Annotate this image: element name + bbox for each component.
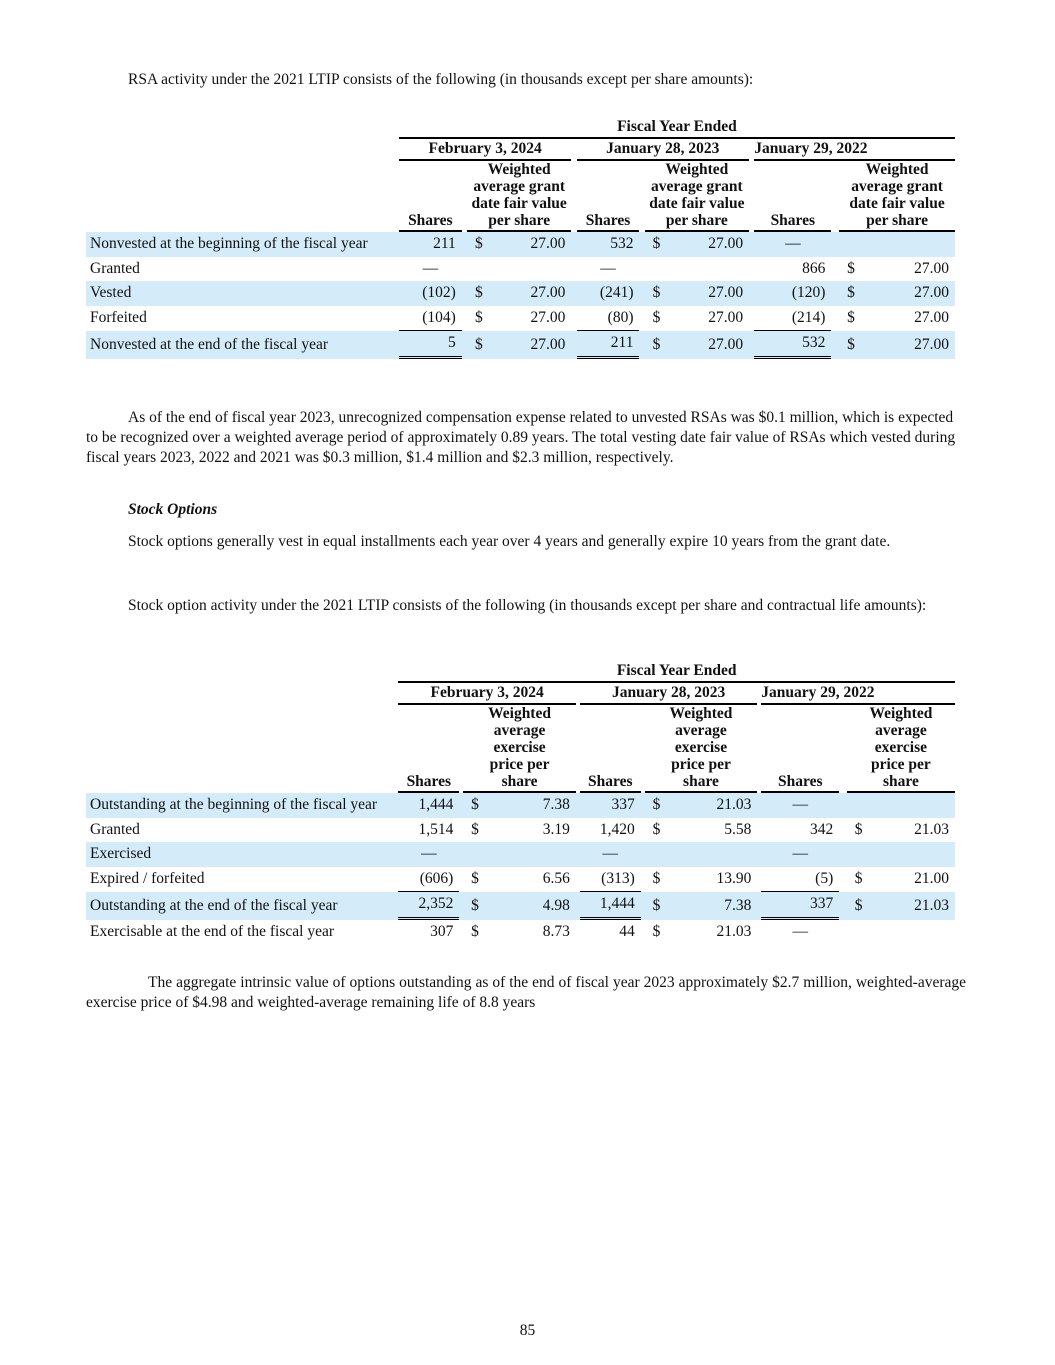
options-intro: Stock option activity under the 2021 LTIP consists of the following (in thousands except per share and contractual life amounts):	[128, 597, 927, 614]
shares-value: —	[422, 259, 439, 277]
price-value: 27.00	[530, 309, 566, 327]
price-value: 6.56	[542, 870, 570, 888]
currency-symbol: $	[652, 820, 661, 838]
price-value: 27.00	[708, 309, 744, 327]
currency-symbol: $	[645, 331, 666, 359]
price-value: 21.03	[914, 820, 949, 838]
value-col-header: Weighted average grant date fair value per share	[467, 161, 571, 232]
currency-symbol: $	[645, 793, 667, 818]
price-value: 13.90	[716, 870, 752, 888]
shares-value: (80)	[577, 306, 640, 332]
price-value: 21.03	[666, 793, 757, 818]
price-value	[874, 842, 955, 867]
shares-value: (214)	[754, 306, 831, 332]
shares-value: (102)	[399, 281, 462, 306]
price-value: 27.00	[914, 259, 949, 277]
currency-symbol	[645, 842, 667, 867]
price-value: 21.00	[914, 870, 949, 888]
row-label: Exercised	[86, 842, 398, 867]
table-row	[86, 867, 955, 893]
price-value: 27.00	[666, 232, 749, 257]
currency-symbol	[467, 257, 488, 282]
closing-paragraph: The aggregate intrinsic value of options outstanding as of the end of fiscal year 2023 approximately $2.7 million, weighted-average exercise price of $4.98 and weighted-average remaining life of 8.8 years	[86, 974, 966, 1011]
row-label: Expired / forfeited	[90, 870, 205, 888]
value-col-header: Weighted average exercise price per share	[645, 705, 758, 793]
currency-symbol: $	[645, 232, 666, 257]
price-value: 27.00	[488, 232, 571, 257]
currency-symbol: $	[471, 922, 479, 940]
shares-value: (241)	[577, 281, 640, 306]
table-row	[86, 281, 955, 306]
shares-value: —	[792, 922, 808, 940]
price-value: 21.03	[874, 892, 955, 920]
currency-symbol: $	[854, 820, 863, 838]
currency-symbol: $	[467, 281, 488, 306]
value-col-header: Weighted average grant date fair value per share	[645, 161, 749, 232]
shares-value: 1,514	[418, 820, 454, 838]
currency-symbol: $	[471, 820, 479, 838]
price-value: 7.38	[666, 892, 757, 920]
shares-value: 1,444	[398, 793, 459, 818]
price-value	[666, 257, 749, 282]
currency-symbol: $	[854, 870, 863, 888]
currency-symbol: $	[847, 892, 875, 920]
currency-symbol: $	[652, 870, 661, 888]
shares-value: (313)	[580, 867, 641, 893]
shares-value: —	[398, 842, 459, 867]
shares-value: (104)	[399, 306, 462, 332]
currency-symbol: $	[467, 232, 488, 257]
shares-value: 2,352	[398, 892, 459, 920]
rsa-intro: RSA activity under the 2021 LTIP consists of the following (in thousands except per share amounts):	[128, 71, 754, 88]
currency-symbol	[645, 257, 666, 282]
value-col-header: Weighted average exercise price per share	[463, 705, 576, 793]
price-value: 27.00	[488, 331, 571, 359]
shares-value: (120)	[754, 281, 831, 306]
rsa-activity-table	[86, 117, 955, 359]
currency-symbol: $	[463, 892, 485, 920]
table-row	[86, 920, 955, 945]
fiscal-year-ended-header: Fiscal Year Ended	[398, 661, 955, 683]
price-value: 5.58	[724, 820, 752, 838]
currency-symbol: $	[839, 331, 867, 359]
stock-options-heading: Stock Options	[128, 501, 218, 518]
shares-value: 337	[761, 892, 839, 920]
row-label: Nonvested at the beginning of the fiscal year	[86, 232, 399, 257]
shares-value: —	[761, 793, 839, 818]
row-label: Granted	[90, 820, 140, 838]
shares-col-header: Shares	[761, 705, 839, 793]
price-value: 27.00	[914, 309, 949, 327]
shares-value: 337	[580, 793, 641, 818]
table-row	[86, 257, 955, 282]
price-value	[488, 257, 571, 282]
row-label: Nonvested at the end of the fiscal year	[86, 331, 399, 359]
row-label: Outstanding at the end of the fiscal year	[86, 892, 398, 920]
shares-value: (606)	[398, 867, 459, 893]
price-value: 7.38	[485, 793, 576, 818]
currency-symbol: $	[645, 281, 666, 306]
shares-value: 532	[577, 232, 640, 257]
currency-symbol: $	[652, 309, 661, 327]
price-value: 21.03	[716, 922, 752, 940]
shares-value: 211	[577, 331, 640, 359]
period-header: January 29, 2022	[761, 683, 874, 705]
currency-symbol: $	[463, 793, 485, 818]
price-value	[666, 842, 757, 867]
period-header: February 3, 2024	[399, 139, 572, 161]
currency-symbol	[463, 842, 485, 867]
shares-value: 866	[802, 259, 826, 277]
currency-symbol: $	[847, 259, 855, 277]
shares-value: 44	[619, 922, 635, 940]
table-row	[86, 306, 955, 332]
shares-value: 532	[754, 331, 831, 359]
table-row	[86, 232, 955, 257]
price-value: 8.73	[542, 922, 570, 940]
currency-symbol	[839, 232, 867, 257]
price-value: 27.00	[867, 281, 955, 306]
currency-symbol: $	[847, 309, 855, 327]
price-value	[874, 920, 955, 945]
row-label: Outstanding at the beginning of the fiscal year	[86, 793, 398, 818]
currency-symbol	[847, 793, 875, 818]
price-value: 27.00	[867, 331, 955, 359]
price-value	[874, 793, 955, 818]
row-label: Forfeited	[90, 309, 147, 327]
price-value: 27.00	[488, 281, 571, 306]
table-row	[86, 331, 955, 359]
shares-value: —	[754, 232, 831, 257]
period-header: January 29, 2022	[754, 139, 867, 161]
page-number: 85	[519, 1322, 536, 1339]
row-label: Vested	[86, 281, 399, 306]
rsa-paragraph: As of the end of fiscal year 2023, unrecognized compensation expense related to unvested RSAs was $0.1 million, which is expected to be recognized over a weighted average period of approximately 0.89 years. The total vesting date fair value of RSAs which vested during fiscal years 2023, 2022 and 2021 was $0.3 million, $1.4 million and $2.3 million, respectively.	[86, 409, 956, 466]
currency-symbol	[847, 920, 875, 945]
table-row	[86, 793, 955, 818]
shares-col-header: Shares	[754, 161, 831, 232]
shares-col-header: Shares	[577, 161, 640, 232]
shares-value: 1,444	[580, 892, 641, 920]
shares-col-header: Shares	[580, 705, 641, 793]
shares-col-header: Shares	[399, 161, 462, 232]
currency-symbol: $	[839, 281, 867, 306]
row-label: Granted	[90, 259, 140, 277]
period-header: January 28, 2023	[580, 683, 758, 705]
price-value: 27.00	[666, 281, 749, 306]
price-value: 3.19	[542, 820, 570, 838]
price-value	[867, 232, 955, 257]
currency-symbol	[847, 842, 875, 867]
value-col-header: Weighted average grant date fair value per share	[839, 161, 955, 232]
shares-value: 1,420	[599, 820, 635, 838]
currency-symbol: $	[645, 892, 667, 920]
currency-symbol: $	[652, 922, 661, 940]
fiscal-year-ended-header: Fiscal Year Ended	[399, 117, 955, 139]
shares-value: 5	[399, 331, 462, 359]
currency-symbol: $	[467, 331, 488, 359]
price-value: 4.98	[485, 892, 576, 920]
shares-value: 342	[810, 820, 834, 838]
row-label: Exercisable at the end of the fiscal year	[90, 922, 335, 940]
period-header: February 3, 2024	[398, 683, 576, 705]
price-value	[485, 842, 576, 867]
stock-option-activity-table	[86, 661, 955, 944]
shares-value: 307	[430, 922, 454, 940]
period-header: January 28, 2023	[577, 139, 750, 161]
shares-value: —	[600, 259, 616, 277]
price-value: 27.00	[666, 331, 749, 359]
value-col-header: Weighted average exercise price per share	[847, 705, 955, 793]
stock-options-paragraph: Stock options generally vest in equal installments each year over 4 years and generally expire 10 years from the grant date.	[128, 533, 891, 550]
shares-value: —	[761, 842, 839, 867]
shares-value: 211	[399, 232, 462, 257]
shares-value: (5)	[761, 867, 839, 893]
table-row	[86, 818, 955, 843]
shares-value: —	[580, 842, 641, 867]
table-row	[86, 892, 955, 920]
table-row	[86, 842, 955, 867]
shares-col-header: Shares	[398, 705, 459, 793]
currency-symbol: $	[471, 870, 479, 888]
currency-symbol: $	[474, 309, 483, 327]
